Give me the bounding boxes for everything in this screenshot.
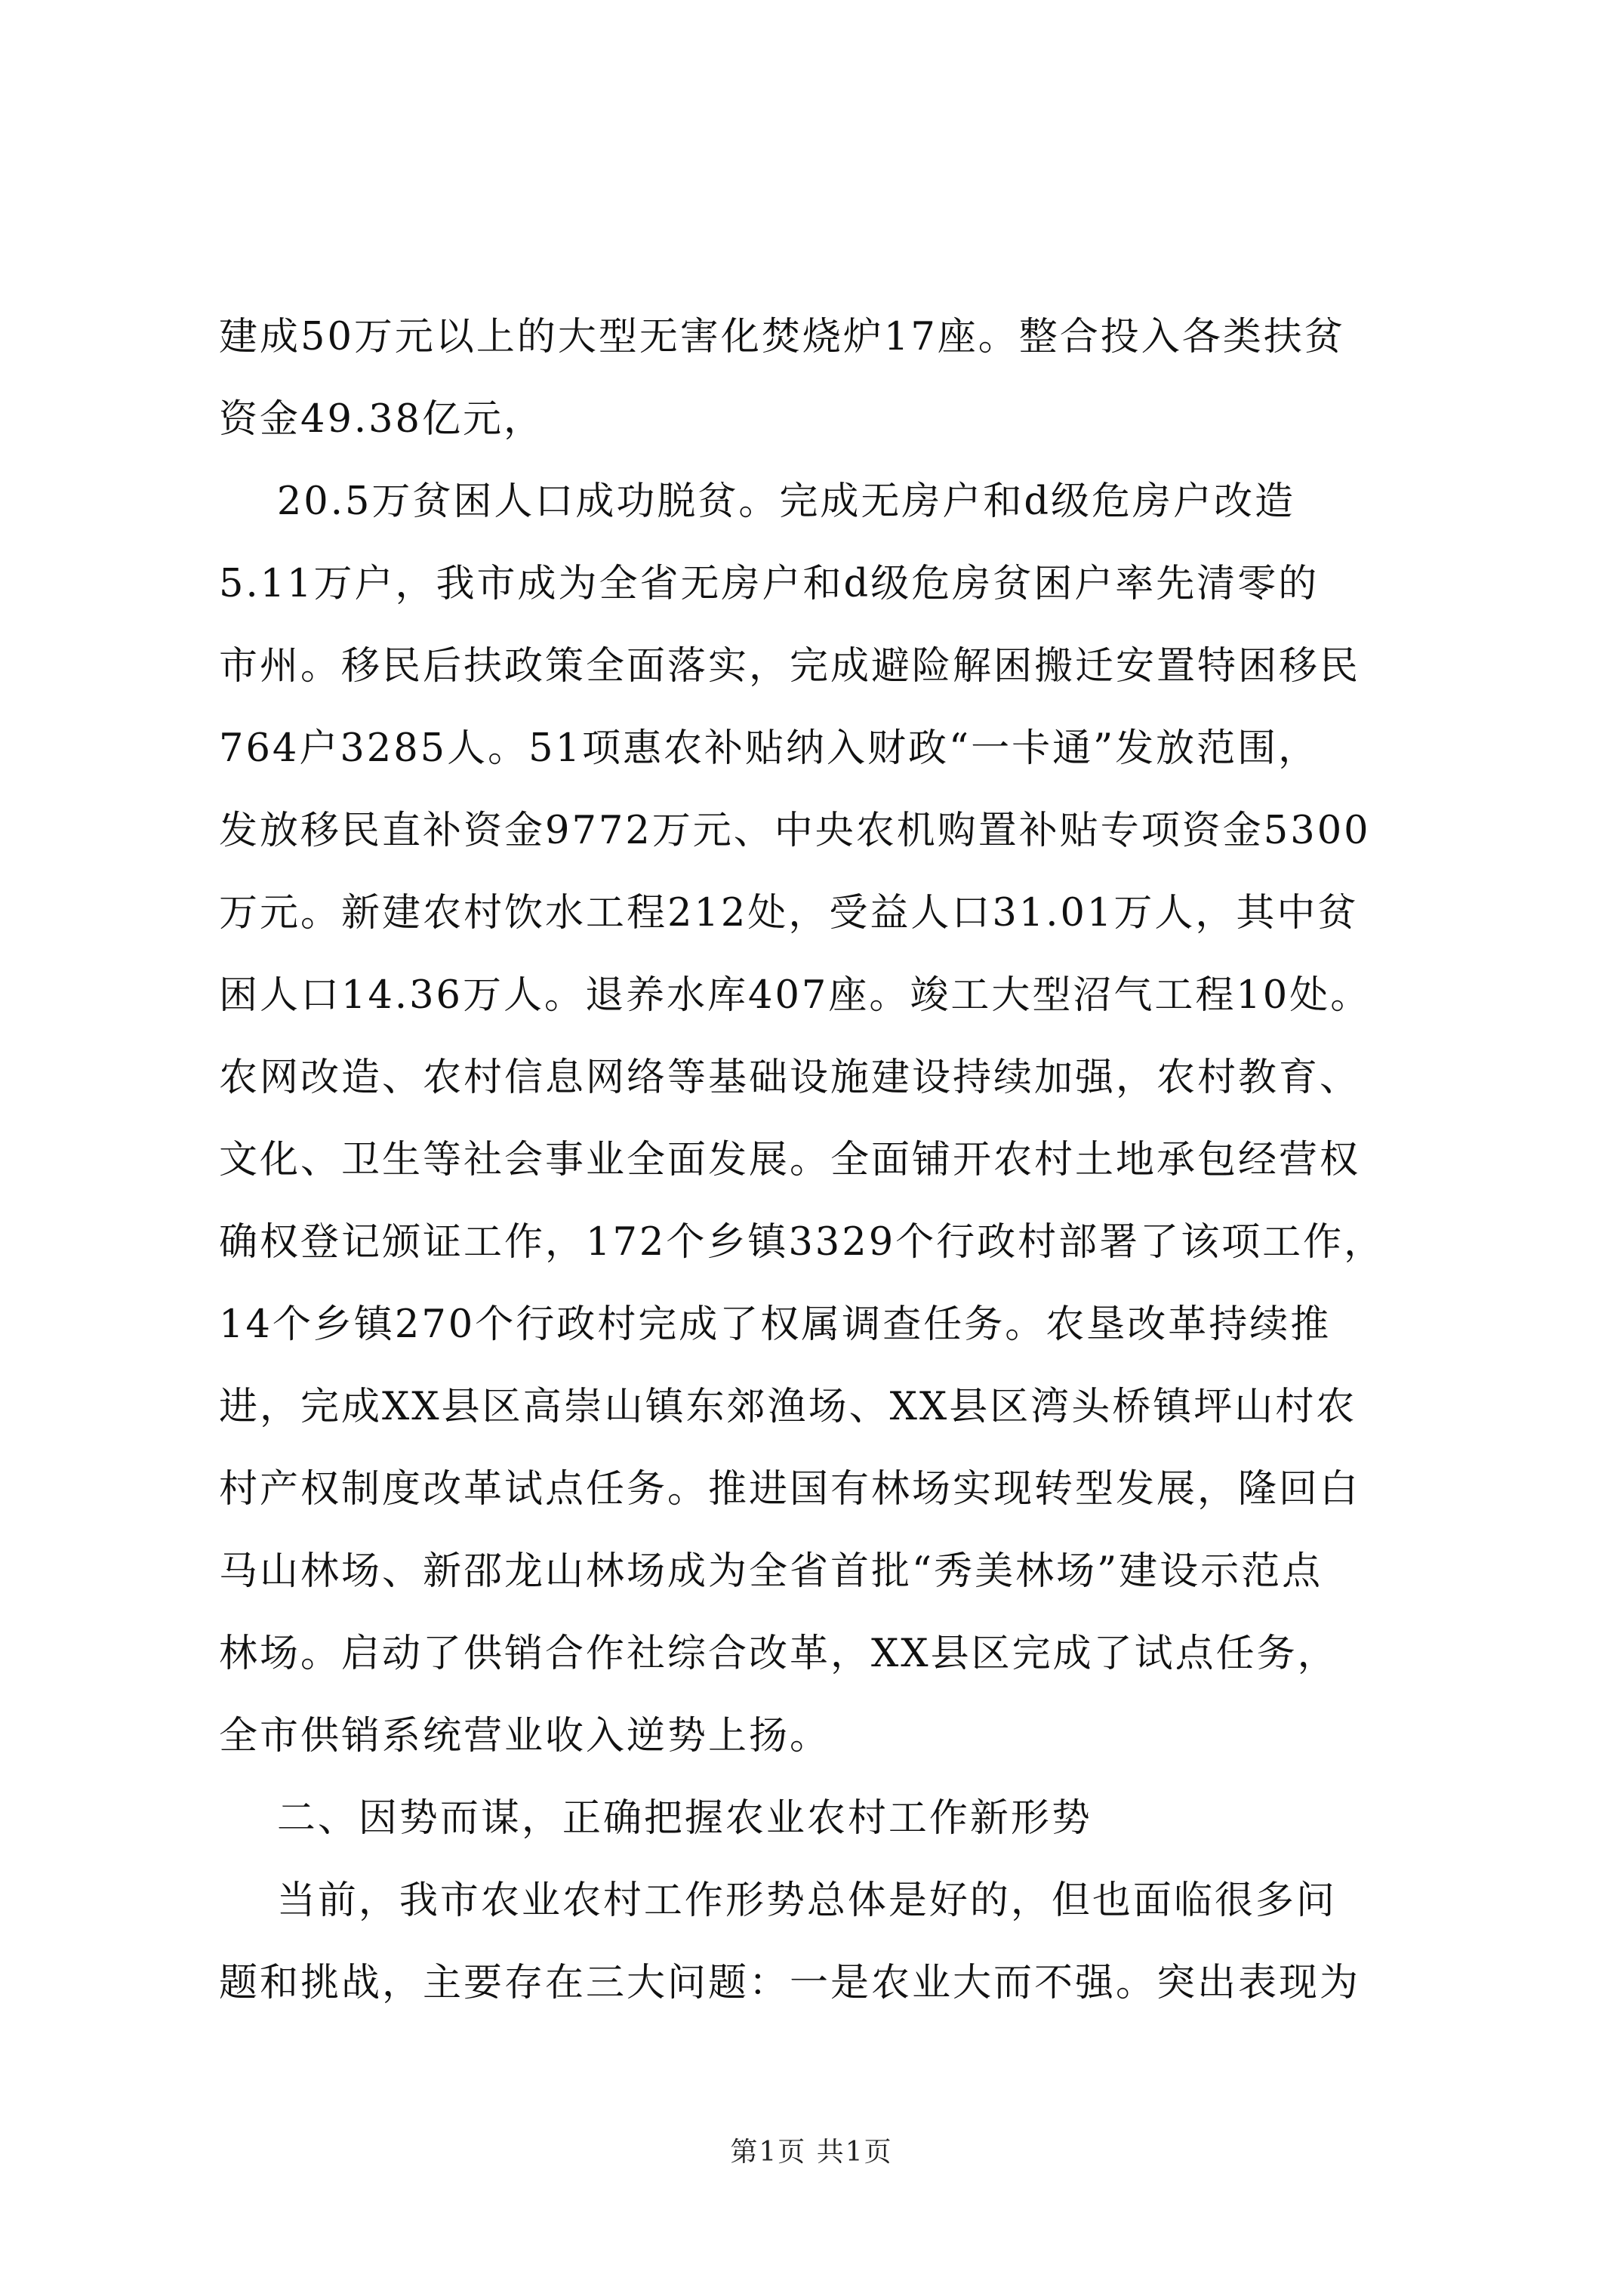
section-heading: 二、因势而谋，正确把握农业农村工作新形势 — [219, 1796, 1092, 1841]
text-line: 村产权制度改革试点任务。推进国有林场实现转型发展，隆回白 — [219, 1467, 1361, 1512]
text-line: 资金49.38亿元， — [219, 397, 545, 442]
text-line: 马山林场、新邵龙山林场成为全省首批“秀美林场”建设示范点 — [219, 1549, 1323, 1594]
text-line: 市州。移民后扶政策全面落实，完成避险解困搬迁安置特困移民 — [219, 644, 1361, 689]
text-line: 困人口14.36万人。退养水库407座。竣工大型沼气工程10处。 — [219, 973, 1372, 1018]
text-line: 全市供销系统营业收入逆势上扬。 — [219, 1714, 831, 1758]
text-line: 林场。启动了供销合作社综合改革，XX县区完成了试点任务， — [219, 1632, 1338, 1676]
text-line: 5.11万户，我市成为全省无房户和d级危房贫困户率先清零的 — [219, 562, 1320, 606]
text-line: 文化、卫生等社会事业全面发展。全面铺开农村土地承包经营权 — [219, 1138, 1361, 1182]
text-line: 20.5万贫困人口成功脱贫。完成无房户和d级危房户改造 — [219, 479, 1296, 524]
text-line: 农网改造、农村信息网络等基础设施建设持续加强，农村教育、 — [219, 1056, 1361, 1100]
text-line: 题和挑战，主要存在三大问题：一是农业大而不强。突出表现为 — [219, 1961, 1361, 2005]
text-line: 万元。新建农村饮水工程212处，受益人口31.01万人，其中贫 — [219, 891, 1359, 935]
document-body — [219, 296, 1384, 2024]
text-line: 进，完成XX县区高崇山镇东郊渔场、XX县区湾头桥镇坪山村农 — [219, 1385, 1357, 1429]
text-line: 当前，我市农业农村工作形势总体是好的，但也面临很多问 — [219, 1878, 1337, 1923]
page-footer: 第1页 共1页 — [730, 2137, 893, 2168]
text-line: 发放移民直补资金9772万元、中央农机购置补贴专项资金5300 — [219, 809, 1371, 853]
text-line: 764户3285人。51项惠农补贴纳入财政“一卡通”发放范围， — [219, 726, 1320, 771]
text-line: 建成50万元以上的大型无害化焚烧炉17座。整合投入各类扶贫 — [219, 315, 1345, 359]
text-line: 14个乡镇270个行政村完成了权属调查任务。农垦改革持续推 — [219, 1302, 1332, 1347]
text-line: 确权登记颁证工作，172个乡镇3329个行政村部署了该项工作， — [219, 1220, 1385, 1265]
